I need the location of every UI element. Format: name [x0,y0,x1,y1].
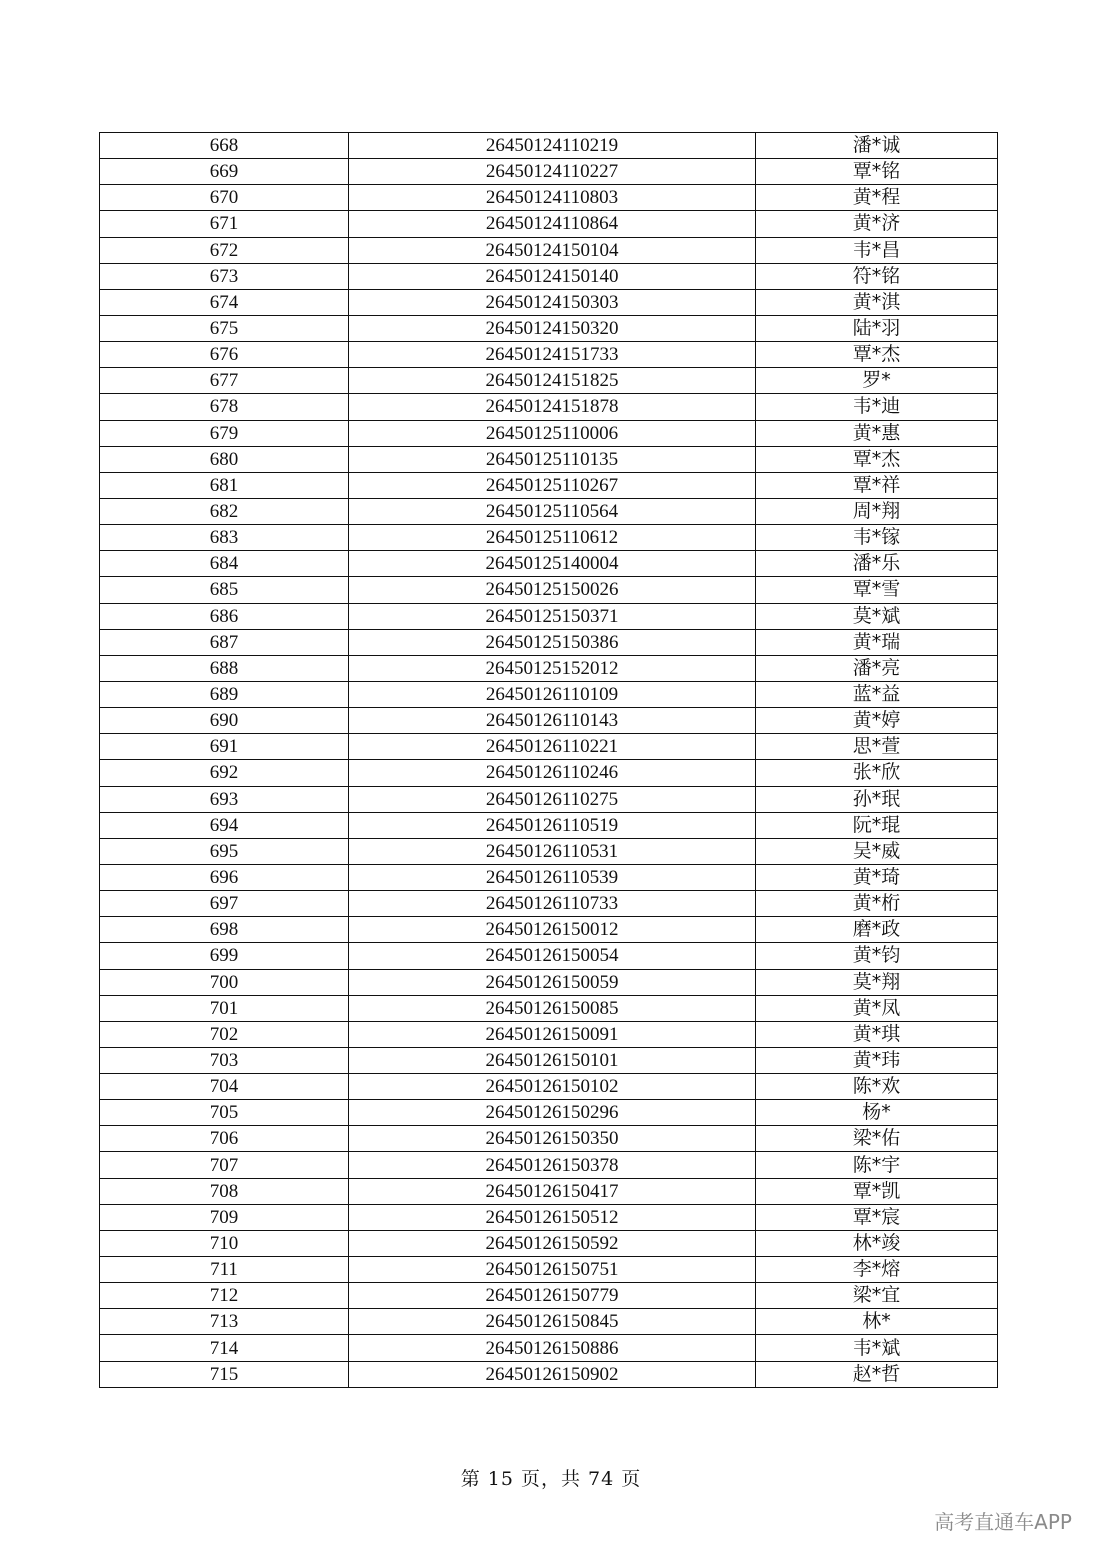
page-number: 第 15 页，共 74 页 [460,1468,642,1490]
row-number-cell: 685 [100,577,349,603]
exam-id-cell: 26450126110246 [349,760,756,786]
student-name-cell: 黄*玮 [756,1047,998,1073]
row-number-cell: 688 [100,655,349,681]
table-row [100,133,998,159]
table-row [100,1021,998,1047]
student-name-cell: 黄*婷 [756,708,998,734]
table-row [100,864,998,890]
student-name-cell: 韦*迪 [756,394,998,420]
exam-id-cell: 26450126150845 [349,1309,756,1335]
student-name-cell: 孙*珉 [756,786,998,812]
exam-id-cell: 26450126150296 [349,1100,756,1126]
student-name-cell: 韦*斌 [756,1335,998,1361]
table-row [100,342,998,368]
exam-id-cell: 26450125140004 [349,551,756,577]
exam-id-cell: 26450126110275 [349,786,756,812]
student-name-cell: 张*欣 [756,760,998,786]
table-row [100,185,998,211]
student-name-cell: 阮*琨 [756,812,998,838]
exam-id-cell: 26450126150059 [349,969,756,995]
row-number-cell: 706 [100,1126,349,1152]
row-number-cell: 702 [100,1021,349,1047]
exam-id-cell: 26450124150320 [349,315,756,341]
student-name-cell: 潘*乐 [756,551,998,577]
row-number-cell: 684 [100,551,349,577]
row-number-cell: 695 [100,838,349,864]
student-name-cell: 覃*杰 [756,342,998,368]
student-name-cell: 蓝*益 [756,681,998,707]
exam-id-cell: 26450124150303 [349,289,756,315]
table-row [100,917,998,943]
exam-id-cell: 26450126110539 [349,864,756,890]
exam-id-cell: 26450126150886 [349,1335,756,1361]
student-name-cell: 李*熔 [756,1257,998,1283]
exam-id-cell: 26450126150012 [349,917,756,943]
row-number-cell: 674 [100,289,349,315]
exam-id-cell: 26450125150371 [349,603,756,629]
exam-id-cell: 26450124110864 [349,211,756,237]
student-name-cell: 黄*淇 [756,289,998,315]
table-row [100,838,998,864]
table-row [100,289,998,315]
exam-id-cell: 26450126110221 [349,734,756,760]
exam-id-cell: 26450124110219 [349,133,756,159]
exam-id-cell: 26450126150779 [349,1283,756,1309]
table-row [100,681,998,707]
table-row [100,708,998,734]
row-number-cell: 680 [100,446,349,472]
student-name-cell: 覃*雪 [756,577,998,603]
student-name-cell: 莫*翔 [756,969,998,995]
exam-id-cell: 26450126150085 [349,995,756,1021]
table-row [100,786,998,812]
exam-id-cell: 26450124150140 [349,263,756,289]
exam-id-cell: 26450125110267 [349,472,756,498]
row-number-cell: 712 [100,1283,349,1309]
admission-list-table [99,132,998,1388]
student-name-cell: 陆*羽 [756,315,998,341]
table-row [100,1100,998,1126]
table-row [100,1204,998,1230]
student-name-cell: 潘*诚 [756,133,998,159]
row-number-cell: 697 [100,891,349,917]
exam-id-cell: 26450125110006 [349,420,756,446]
student-name-cell: 韦*镓 [756,525,998,551]
row-number-cell: 668 [100,133,349,159]
student-name-cell: 梁*宜 [756,1283,998,1309]
table-body [100,133,998,1388]
row-number-cell: 696 [100,864,349,890]
table-row [100,368,998,394]
row-number-cell: 687 [100,629,349,655]
student-name-cell: 覃*铭 [756,159,998,185]
student-name-cell: 黄*琦 [756,864,998,890]
table-row [100,446,998,472]
exam-id-cell: 26450126110733 [349,891,756,917]
exam-id-cell: 26450126110109 [349,681,756,707]
student-name-cell: 黄*济 [756,211,998,237]
row-number-cell: 691 [100,734,349,760]
row-number-cell: 677 [100,368,349,394]
table-row [100,943,998,969]
exam-id-cell: 26450124110803 [349,185,756,211]
exam-id-cell: 26450126150417 [349,1178,756,1204]
table-row [100,1047,998,1073]
admission-list-table-container [99,132,997,1388]
student-name-cell: 思*萱 [756,734,998,760]
row-number-cell: 710 [100,1230,349,1256]
table-row [100,237,998,263]
student-name-cell: 黄*瑞 [756,629,998,655]
student-name-cell: 覃*祥 [756,472,998,498]
table-row [100,629,998,655]
exam-id-cell: 26450126150902 [349,1361,756,1387]
row-number-cell: 711 [100,1257,349,1283]
exam-id-cell: 26450126150751 [349,1257,756,1283]
row-number-cell: 694 [100,812,349,838]
table-row [100,1257,998,1283]
row-number-cell: 690 [100,708,349,734]
table-row [100,472,998,498]
student-name-cell: 林* [756,1309,998,1335]
row-number-cell: 713 [100,1309,349,1335]
exam-id-cell: 26450126150350 [349,1126,756,1152]
exam-id-cell: 26450125152012 [349,655,756,681]
row-number-cell: 679 [100,420,349,446]
row-number-cell: 672 [100,237,349,263]
exam-id-cell: 26450126150102 [349,1074,756,1100]
row-number-cell: 681 [100,472,349,498]
exam-id-cell: 26450126150091 [349,1021,756,1047]
table-row [100,655,998,681]
student-name-cell: 黄*程 [756,185,998,211]
row-number-cell: 708 [100,1178,349,1204]
table-row [100,1074,998,1100]
exam-id-cell: 26450126150592 [349,1230,756,1256]
row-number-cell: 682 [100,498,349,524]
row-number-cell: 689 [100,681,349,707]
table-row [100,159,998,185]
student-name-cell: 莫*斌 [756,603,998,629]
table-row [100,1309,998,1335]
student-name-cell: 黄*惠 [756,420,998,446]
student-name-cell: 覃*宸 [756,1204,998,1230]
table-row [100,1335,998,1361]
row-number-cell: 692 [100,760,349,786]
row-number-cell: 709 [100,1204,349,1230]
exam-id-cell: 26450124150104 [349,237,756,263]
exam-id-cell: 26450125150026 [349,577,756,603]
student-name-cell: 赵*哲 [756,1361,998,1387]
table-row [100,551,998,577]
table-row [100,498,998,524]
row-number-cell: 700 [100,969,349,995]
table-row [100,603,998,629]
student-name-cell: 陈*欢 [756,1074,998,1100]
row-number-cell: 671 [100,211,349,237]
row-number-cell: 704 [100,1074,349,1100]
table-row [100,1178,998,1204]
exam-id-cell: 26450126150378 [349,1152,756,1178]
student-name-cell: 符*铭 [756,263,998,289]
exam-id-cell: 26450126110143 [349,708,756,734]
exam-id-cell: 26450124151733 [349,342,756,368]
row-number-cell: 701 [100,995,349,1021]
student-name-cell: 黄*桁 [756,891,998,917]
exam-id-cell: 26450126110519 [349,812,756,838]
table-row [100,420,998,446]
table-row [100,263,998,289]
table-row [100,995,998,1021]
table-row [100,1283,998,1309]
table-row [100,1361,998,1387]
exam-id-cell: 26450125110612 [349,525,756,551]
row-number-cell: 707 [100,1152,349,1178]
table-row [100,760,998,786]
student-name-cell: 周*翔 [756,498,998,524]
exam-id-cell: 26450126150512 [349,1204,756,1230]
watermark-logo-text: 高考直通车APP [934,1510,1072,1534]
row-number-cell: 686 [100,603,349,629]
row-number-cell: 703 [100,1047,349,1073]
row-number-cell: 678 [100,394,349,420]
row-number-cell: 670 [100,185,349,211]
exam-id-cell: 26450126110531 [349,838,756,864]
student-name-cell: 黄*琪 [756,1021,998,1047]
student-name-cell: 罗* [756,368,998,394]
table-row [100,394,998,420]
row-number-cell: 705 [100,1100,349,1126]
student-name-cell: 黄*钧 [756,943,998,969]
student-name-cell: 韦*昌 [756,237,998,263]
student-name-cell: 林*竣 [756,1230,998,1256]
student-name-cell: 吴*威 [756,838,998,864]
student-name-cell: 覃*杰 [756,446,998,472]
row-number-cell: 714 [100,1335,349,1361]
table-row [100,525,998,551]
table-row [100,969,998,995]
row-number-cell: 673 [100,263,349,289]
exam-id-cell: 26450125110135 [349,446,756,472]
row-number-cell: 676 [100,342,349,368]
table-row [100,1126,998,1152]
exam-id-cell: 26450125150386 [349,629,756,655]
student-name-cell: 杨* [756,1100,998,1126]
student-name-cell: 梁*佑 [756,1126,998,1152]
row-number-cell: 675 [100,315,349,341]
row-number-cell: 698 [100,917,349,943]
exam-id-cell: 26450126150101 [349,1047,756,1073]
exam-id-cell: 26450124151878 [349,394,756,420]
table-row [100,1230,998,1256]
table-row [100,577,998,603]
student-name-cell: 覃*凯 [756,1178,998,1204]
row-number-cell: 683 [100,525,349,551]
row-number-cell: 699 [100,943,349,969]
exam-id-cell: 26450124110227 [349,159,756,185]
student-name-cell: 潘*亮 [756,655,998,681]
table-row [100,211,998,237]
table-row [100,812,998,838]
student-name-cell: 陈*宇 [756,1152,998,1178]
student-name-cell: 黄*凤 [756,995,998,1021]
row-number-cell: 715 [100,1361,349,1387]
student-name-cell: 磨*政 [756,917,998,943]
table-row [100,891,998,917]
table-row [100,315,998,341]
exam-id-cell: 26450126150054 [349,943,756,969]
table-row [100,1152,998,1178]
exam-id-cell: 26450124151825 [349,368,756,394]
row-number-cell: 669 [100,159,349,185]
exam-id-cell: 26450125110564 [349,498,756,524]
table-row [100,734,998,760]
row-number-cell: 693 [100,786,349,812]
